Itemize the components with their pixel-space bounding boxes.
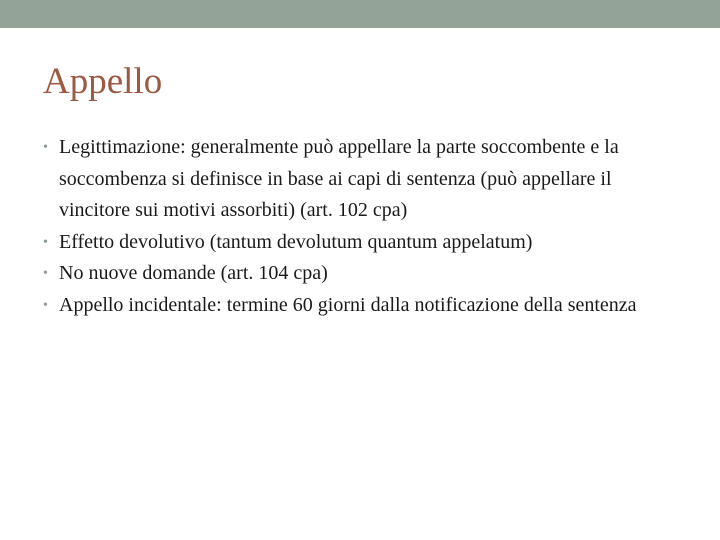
bullet-item-legittimazione [43, 132, 683, 227]
bullet-dot-icon: • [43, 266, 48, 281]
bullet-item-effetto-devolutivo [43, 227, 683, 259]
bullet-text: Effetto devolutivo (tantum devolutum quantum appelatum) [59, 230, 533, 253]
bullet-dot-icon: • [43, 297, 48, 313]
bullet-text: No nuove domande (art. 104 cpa) [59, 262, 328, 284]
bullet-text: Legittimazione: generalmente può appellare la parte soccombente e la soccombenza si definisce in base ai capi di sentenza (può appellare il vincitore sui motivi assorbiti) (art. 102 cpa) [59, 136, 619, 221]
bullet-dot-icon: • [43, 234, 48, 250]
bullet-item-nuove-domande [43, 258, 683, 290]
top-accent-bar [0, 0, 720, 28]
bullet-list [43, 132, 683, 321]
slide-title: Appello [43, 61, 163, 102]
bullet-dot-icon: • [43, 140, 48, 155]
bullet-text: Appello incidentale: termine 60 giorni dalla notificazione della sentenza [59, 293, 637, 316]
bullet-item-appello-incidentale [43, 290, 683, 322]
